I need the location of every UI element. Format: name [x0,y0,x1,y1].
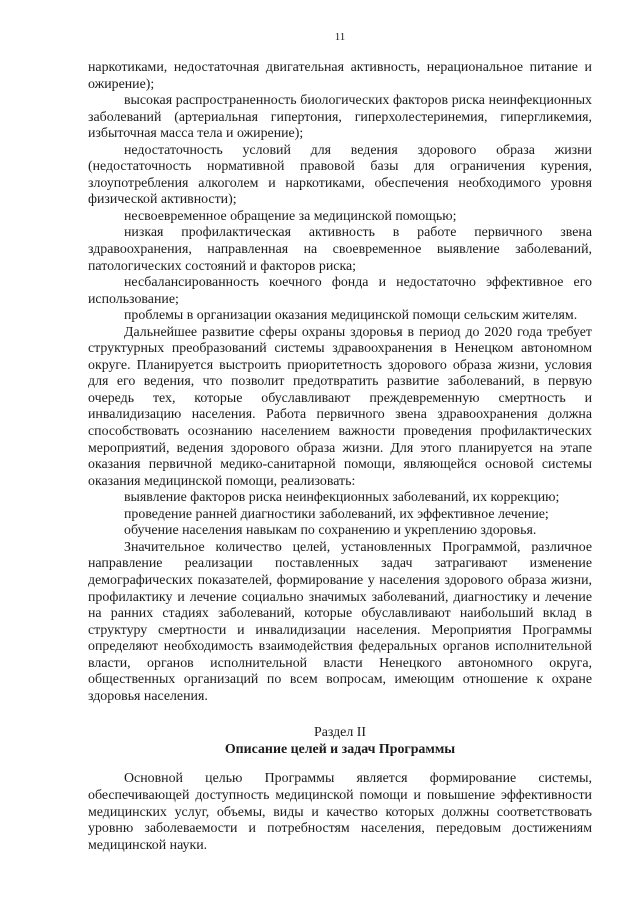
paragraph-6: несбалансированность коечного фонда и недостаточно эффективное его использование; [88,275,592,307]
paragraph-4: несвоевременное обращение за медицинской помощью; [124,208,457,224]
document-page [88,30,592,854]
paragraph-1: наркотиками, недостаточная двигательная активность, нерациональное питание и ожирение); [88,60,592,92]
paragraph-10: проведение ранней диагностики заболеваний, их эффективное лечение; [124,506,549,522]
paragraph-5: низкая профилактическая активность в работе первичного звена здравоохранения, направленная на своевременное выявление заболеваний, патологических состояний и факторов риска; [88,225,592,274]
paragraph-3: недостаточность условий для ведения здорового образа жизни (недостаточность нормативной правовой базы для ограничения курения, злоупотребления алкоголем и наркотиками, обеспечения необходимого уровня физической активности); [88,142,592,208]
paragraph-11: обучение населения навыкам по сохранению и укреплению здоровья. [124,523,537,539]
section-title-spacer [88,758,592,771]
page-number: 11 [334,31,346,43]
section-subtitle: Описание целей и задач Программы [224,741,456,757]
paragraph-2: высокая распространенность биологических факторов риска неинфекционных заболеваний (артериальная гипертония, гиперхолестеринемия, гипергликемия, избыточная масса тела и ожирение); [88,93,592,142]
section-paragraph-1: Основной целью Программы является формирование системы, обеспечивающей доступность медицинской помощи и повышение эффективности медицинских услуг, объемы, виды и качество которых должны соответствовать уровню заболеваемости и потребностям населения, передовым достижениям медицинской науки. [88,771,592,853]
paragraph-12: Значительное количество целей, установленных Программой, различное направление реализации поставленных задач затрагивают изменение демографических показателей, формирование у населения здорового образа жизни, профилактику и лечение социально значимых заболеваний, диагностику и лечение на ранних стадиях заболеваний, которые обуславливают наибольший вклад в структуру смертности и инвалидизации населения. Мероприятия Программы определяют необходимость взаимодействия федеральных органов исполнительной власти, органов исполнительной власти Ненецкого автономного округа, общественных организаций по всем вопросам, имеющим отношение к охране здоровья населения. [88,539,592,704]
paragraph-8: Дальнейшее развитие сферы охраны здоровья в период до 2020 года требует структурных преобразований системы здравоохранения в Ненецком автономном округе. Планируется выстроить приоритетность здорового образа жизни, условия для его ведения, что позволит предотвратить развитие заболеваний, в первую очередь тех, которые обуславливают преждевременную смертность и инвалидизацию населения. Работа первичного звена здравоохранения должна способствовать осознанию населением важности проведения профилактических мероприятий, ведения здорового образа жизни. Для этого планируется на этапе оказания первичной медико-санитарной помощи, являющейся основой системы оказания медицинской помощи, реализовать: [88,324,592,489]
section-title: Раздел II [313,725,366,741]
paragraph-7: проблемы в организации оказания медицинской помощи сельским жителям. [124,308,578,324]
paragraph-9: выявление факторов риска неинфекционных заболеваний, их коррекцию; [124,490,560,506]
section-spacer [88,705,592,725]
